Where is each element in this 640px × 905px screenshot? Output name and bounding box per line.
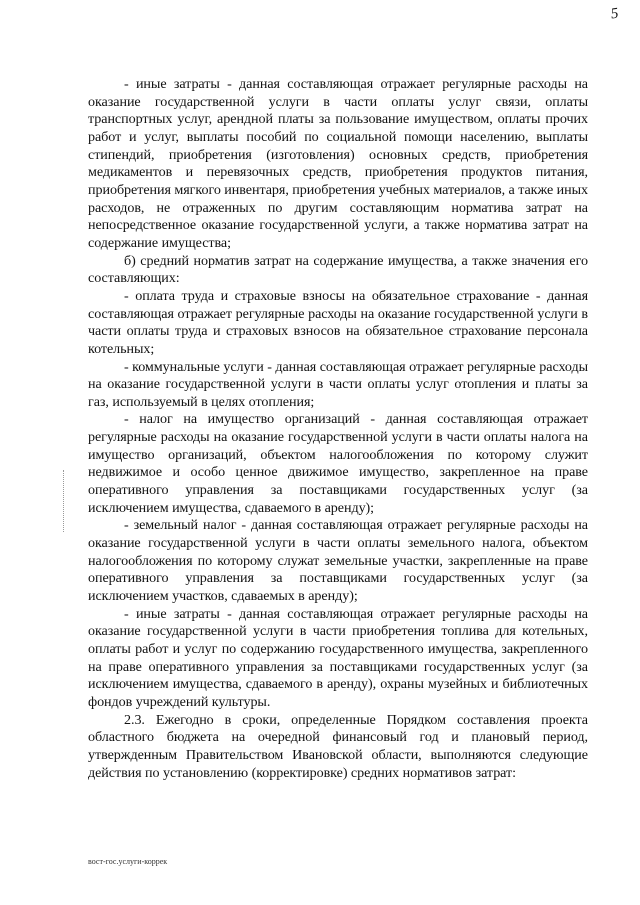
paragraph-property-maintenance-norm: б) средний норматив затрат на содержание имущества, а также значения его составляющих:	[88, 252, 588, 287]
paragraph-land-tax: - земельный налог - данная составляющая отражает регулярные расходы на оказание государственной услуги в части оплаты земельного налога, объектом налогообложения по которому служат земельные участки, закрепленные на праве оперативного управления за поставщиками государственных услуг (за исключением участков, сдаваемых в аренду);	[88, 517, 588, 605]
document-body	[88, 76, 588, 782]
paragraph-other-costs-service: - иные затраты - данная составляющая отражает регулярные расходы на оказание государственной услуги в части оплаты услуг связи, оплаты транспортных услуг, арендной платы за пользование имуществом, оплаты прочих работ и услуг, выплаты пособий по социальной помощи населению, выплаты стипендий, приобретения (изготовления) основных средств, приобретения медикаментов и перевязочных средств, приобретения продуктов питания, приобретения мягкого инвентаря, приобретения учебных материалов, а также иных расходов, не отраженных по другим составляющим норматива затрат на непосредственное оказание государственной услуги, а также норматива затрат на содержание имущества;	[88, 76, 588, 251]
paragraph-section-2-3: 2.3. Ежегодно в сроки, определенные Порядком составления проекта областного бюджета на очередной финансовый год и плановый период, утвержденным Правительством Ивановской области, выполняются следующие действия по установлению (корректировке) средних нормативов затрат:	[88, 711, 588, 781]
binding-margin-marks	[63, 470, 66, 532]
paragraph-property-tax: - налог на имущество организаций - данная составляющая отражает регулярные расходы на оказание государственной услуги в части оплаты налога на имущество организаций, объектом налогообложения по которому служит недвижимое и особо ценное движимое имущество, закрепленное на праве оперативного управления за поставщиками государственных услуг (за исключением имущества, сдаваемого в аренду);	[88, 411, 588, 516]
paragraph-labor-insurance: - оплата труда и страховые взносы на обязательное страхование - данная составляющая отражает регулярные расходы на оказание государственной услуги в части оплаты труда и страховых взносов на обязательное страхование персонала котельных;	[88, 287, 588, 357]
footer-filename: вост-гос.услуги-коррек	[88, 857, 168, 866]
page-number: 5	[609, 5, 620, 23]
paragraph-utilities: - коммунальные услуги - данная составляющая отражает регулярные расходы на оказание государственной услуги в части оплаты услуг отопления и платы за газ, используемый в целях отопления;	[88, 358, 588, 410]
paragraph-other-costs-property: - иные затраты - данная составляющая отражает регулярные расходы на оказание государственной услуги в части приобретения топлива для котельных, оплаты работ и услуг по содержанию государственного имущества, закрепленного на праве оперативного управления за поставщиками государственных услуг (за исключением имущества, сдаваемого в аренду), охраны музейных и библиотечных фондов учреждений культуры.	[88, 605, 588, 710]
